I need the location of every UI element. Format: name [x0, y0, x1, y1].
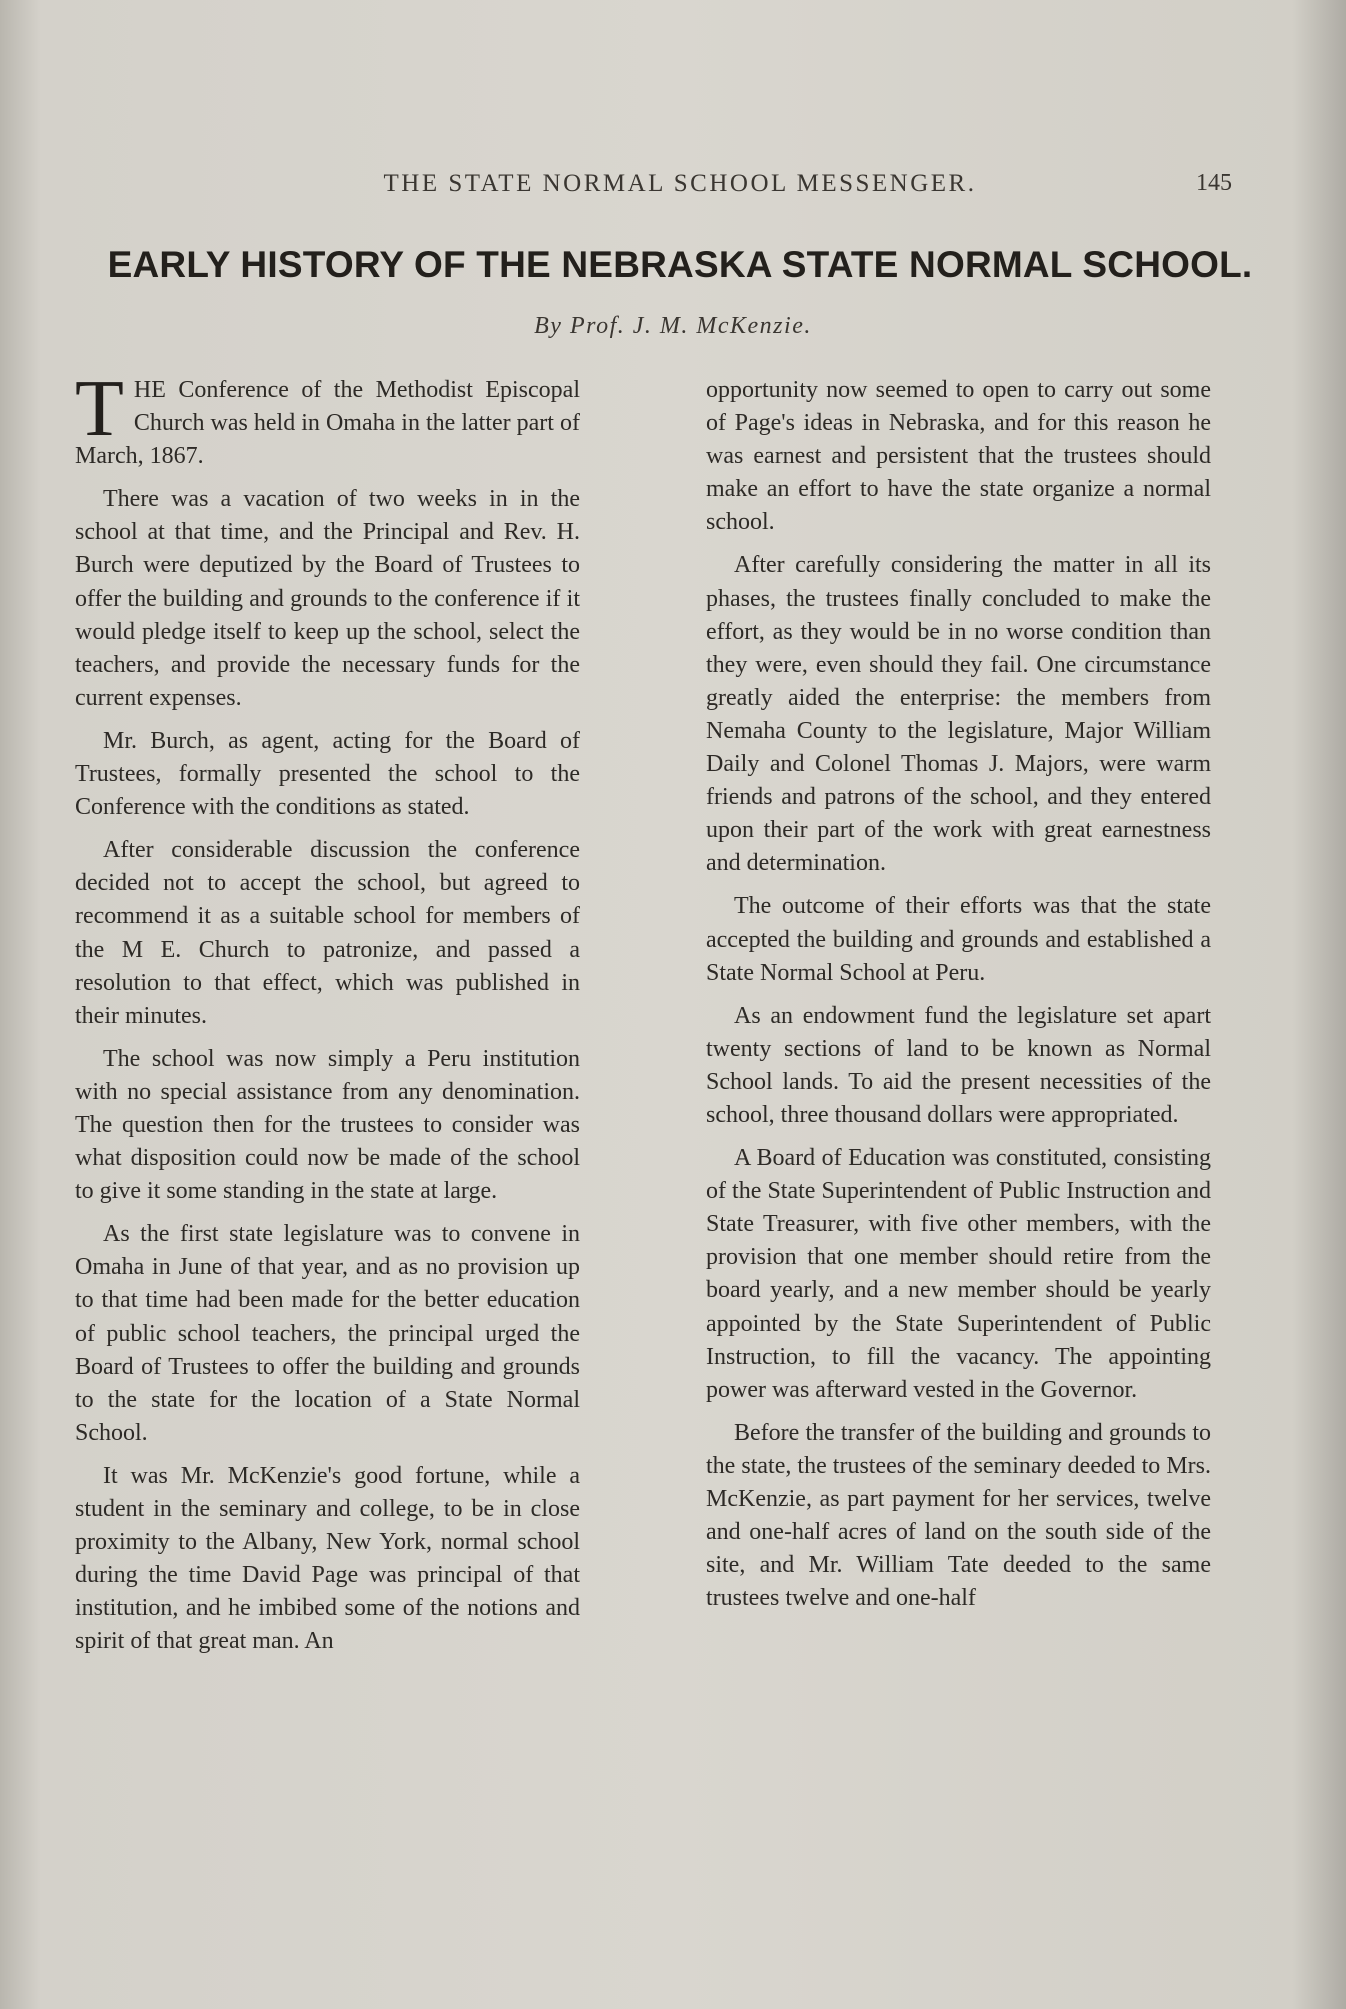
paragraph: As an endowment fund the legislature set apart twenty sections of land to be known as Normal School lands. To aid the present necessities of the school, three thousand dollars were appropriated. — [706, 1002, 1211, 1128]
left-column — [75, 365, 580, 1668]
page-number: 145 — [1196, 170, 1232, 196]
paragraph: There was a vacation of two weeks in in the school at that time, and the Principal and Rev. H. Burch were deputized by the Board of Trustees to offer the building and grounds to the conference if it would pledge itself to keep up the school, select the teachers, and provide the necessary funds for the current expenses. — [75, 486, 580, 711]
paragraph: Mr. Burch, as agent, acting for the Board of Trustees, formally presented the school to the Conference with the conditions as stated. — [75, 727, 580, 821]
article-title: EARLY HISTORY OF THE NEBRASKA STATE NORMAL SCHOOL. — [107, 244, 1253, 285]
paragraph: A Board of Education was constituted, consisting of the State Superintendent of Public Instruction and State Treasurer, with five other members, with the provision that one member should retire from the board yearly, and a new member should be yearly appointed by the State Superintendent of Public Instruction, to fill the vacancy. The appointing power was afterward vested in the Governor. — [706, 1145, 1211, 1403]
article-byline: By Prof. J. M. McKenzie. — [534, 313, 812, 339]
running-head: THE STATE NORMAL SCHOOL MESSENGER. — [383, 170, 977, 197]
drop-cap: T — [75, 365, 124, 453]
paragraph: The school was now simply a Peru institution with no special assistance from any denomination. The question then for the trustees to consider was what disposition could now be made of the school to give it some standing in the state at large. — [75, 1045, 580, 1205]
paragraph: After considerable discussion the conference decided not to accept the school, but agreed to recommend it as a suitable school for members of the M E. Church to patronize, and passed a resolution to that effect, which was published in their minutes. — [75, 837, 580, 1029]
paragraph — [75, 365, 580, 473]
paragraph: After carefully considering the matter in all its phases, the trustees finally concluded to make the effort, as they would be in no worse condition than they were, even should they fail. One circumstance greatly aided the enterprise: the members from Nemaha County to the legislature, Major William Daily and Colonel Thomas J. Majors, were warm friends and patrons of the school, and they entered upon their part of the work with great earnestness and determination. — [706, 552, 1211, 877]
paragraph: The outcome of their efforts was that the state accepted the building and grounds and established a State Normal School at Peru. — [706, 893, 1211, 986]
paragraph: opportunity now seemed to open to carry out some of Page's ideas in Nebraska, and for this reason he was earnest and persistent that the trustees should make an effort to have the state organize a normal school. — [706, 377, 1211, 536]
paragraph: It was Mr. McKenzie's good fortune, while a student in the seminary and college, to be in close proximity to the Albany, New York, normal school during the time David Page was principal of that institution, and he imbibed some of the notions and spirit of that great man. An — [75, 1462, 580, 1655]
paragraph: As the first state legislature was to convene in Omaha in June of that year, and as no provision up to that time had been made for the better education of public school teachers, the principal urged the Board of Trustees to offer the building and grounds to the state for the location of a State Normal School. — [75, 1221, 580, 1446]
paragraph: Before the transfer of the building and grounds to the state, the trustees of the seminary deeded to Mrs. McKenzie, as part payment for her services, twelve and one-half acres of land on the south side of the site, and Mr. William Tate deeded to the same trustees twelve and one-half — [706, 1419, 1211, 1612]
right-column — [706, 374, 1211, 1625]
paragraph-text: HE Conference of the Methodist Episcopal Church was held in Omaha in the latter part of March, 1867. — [75, 377, 580, 470]
page-header — [120, 170, 1240, 210]
